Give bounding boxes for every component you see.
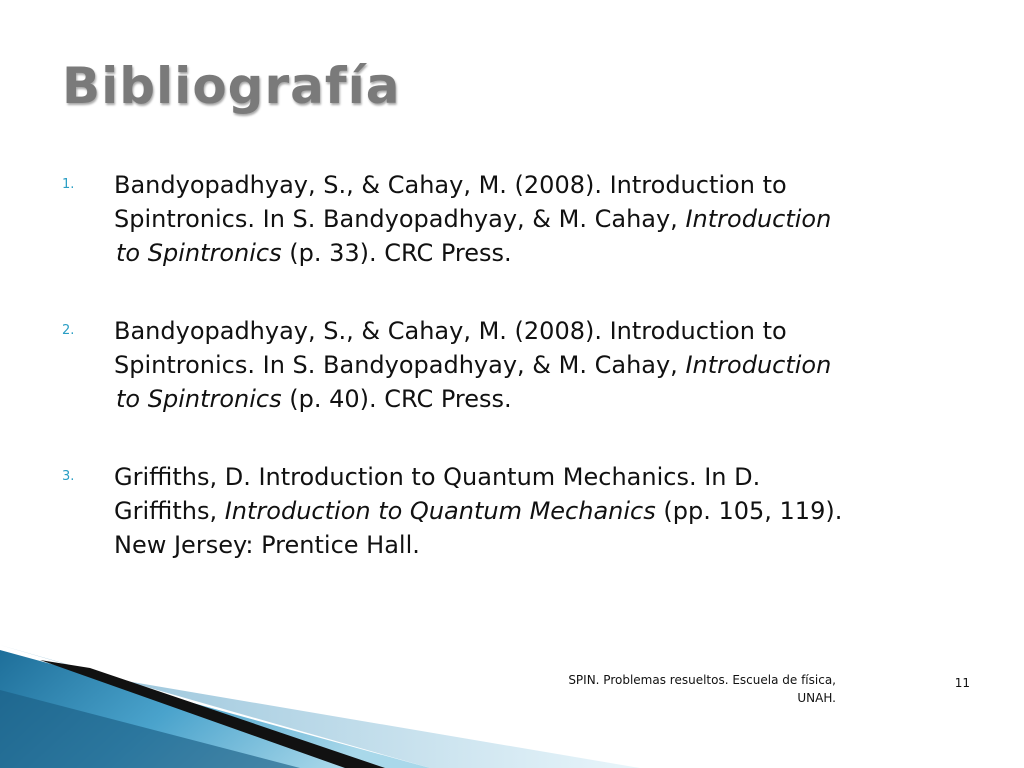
reference-line: to Spintronics (p. 40). CRC Press. [116, 385, 512, 413]
footer-text [480, 671, 836, 707]
slide-number: 11 [954, 676, 970, 690]
reference-line: Griffiths, D. Introduction to Quantum Mechanics. In D. [114, 463, 761, 491]
reference-number: 2. [62, 323, 75, 338]
reference-line: Griffiths, Introduction to Quantum Mechanics (pp. 105, 119). [114, 497, 843, 525]
reference-line: Bandyopadhyay, S., & Cahay, M. (2008). Introduction to [114, 317, 787, 345]
footer-line: SPIN. Problemas resueltos. Escuela de física, [568, 673, 836, 687]
reference-line: Spintronics. In S. Bandyopadhyay, & M. Cahay, Introduction [114, 205, 832, 233]
reference-number: 1. [62, 177, 75, 192]
reference-line: Bandyopadhyay, S., & Cahay, M. (2008). Introduction to [114, 171, 787, 199]
reference-line: New Jersey: Prentice Hall. [114, 531, 420, 559]
slide-title: Bibliografía [62, 57, 401, 115]
reference-line: to Spintronics (p. 33). CRC Press. [116, 239, 512, 267]
footer-line: UNAH. [797, 691, 836, 705]
reference-line: Spintronics. In S. Bandyopadhyay, & M. Cahay, Introduction [114, 351, 832, 379]
reference-number: 3. [62, 469, 75, 484]
